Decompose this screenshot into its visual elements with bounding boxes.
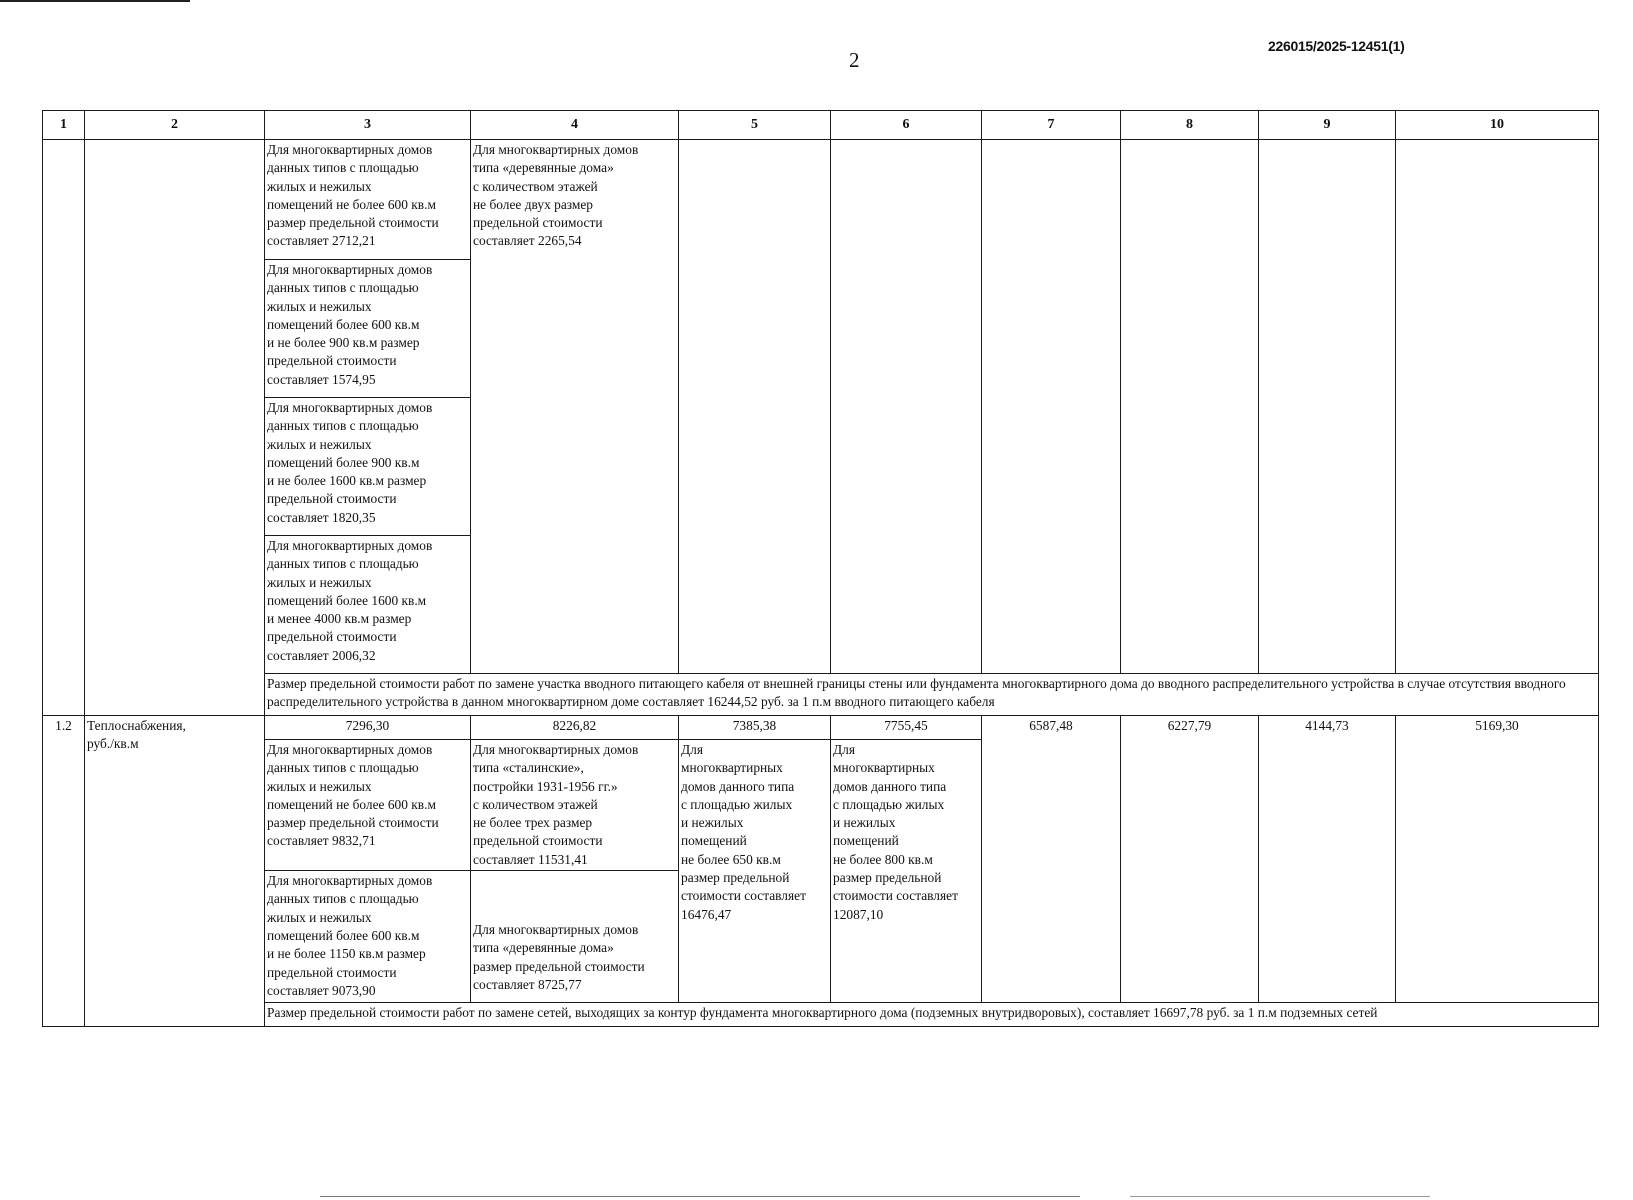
header-cell-1: 1 [43,111,85,140]
value-cell-6: 7755,45 [831,716,982,740]
network-note-cell: Размер предельной стоимости работ по замене сетей, выходящих за контур фундамента многоквартирного дома (подземных внутридворовых), составляет 16697,78 руб. за 1 п.м подземных сетей [265,1003,1599,1027]
header-cell-2: 2 [85,111,265,140]
value-cell-4: 8226,82 [471,716,679,740]
area-tier-cell: Для многоквартирных домов данных типов с площадью жилых и нежилых помещений не более 600 кв.м размер предельной стоимости составляет 2712,21 [265,140,471,260]
table-header-row [43,111,1599,140]
empty-cell-10 [1396,140,1599,674]
top-edge-mark [0,0,190,2]
header-cell-9: 9 [1259,111,1396,140]
empty-cell-7 [982,140,1121,674]
col5-description-cell: Для многоквартирных домов данного типа с площадью жилых и нежилых помещений не более 650 кв.м размер предельной стоимости составляет 16476,47 [679,740,831,1003]
row-name-cell: Теплоснабжения, руб./кв.м [85,716,265,1027]
footer-line [320,1196,1080,1197]
document-id: 226015/2025-12451(1) [1268,38,1405,54]
wooden-house-cell: Для многоквартирных домов типа «деревянные дома» с количеством этажей не более двух размер предельной стоимости составляет 2265,54 [471,140,679,674]
header-cell-5: 5 [679,111,831,140]
header-cell-10: 10 [1396,111,1599,140]
area-tier-cell: Для многоквартирных домов данных типов с площадью жилых и нежилых помещений не более 600 кв.м размер предельной стоимости составляет 9832,71 [265,740,471,871]
header-cell-8: 8 [1121,111,1259,140]
table-row [43,716,1599,740]
value-cell-8: 6227,79 [1121,716,1259,1003]
empty-cell-6 [831,140,982,674]
header-cell-7: 7 [982,111,1121,140]
empty-cell-5 [679,140,831,674]
area-tier-cell: Для многоквартирных домов данных типов с площадью жилых и нежилых помещений более 600 кв.м и не более 900 кв.м размер предельной стоимости составляет 1574,95 [265,260,471,398]
row-number-cell [43,140,85,716]
value-cell-3: 7296,30 [265,716,471,740]
empty-cell-9 [1259,140,1396,674]
row-number-cell: 1.2 [43,716,85,1027]
cable-note-cell: Размер предельной стоимости работ по замене участка вводного питающего кабеля от внешней границы стены или фундамента многоквартирного дома до вводного распределительного устройства в случае отсутствия вводного распределительного устройства в данном многоквартирном доме составляет 16244,52 руб. за 1 п.м вводного питающего кабеля [265,674,1599,716]
table-row [43,1003,1599,1027]
stalin-house-cell: Для многоквартирных домов типа «сталинские», постройки 1931-1956 гг.» с количеством этажей не более трех размер предельной стоимости составляет 11531,41 [471,740,679,871]
header-cell-6: 6 [831,111,982,140]
page-number: 2 [849,48,860,72]
area-tier-cell: Для многоквартирных домов данных типов с площадью жилых и нежилых помещений более 900 кв.м и не более 1600 кв.м размер предельной стоимости составляет 1820,35 [265,398,471,536]
value-cell-9: 4144,73 [1259,716,1396,1003]
value-cell-5: 7385,38 [679,716,831,740]
header-cell-4: 4 [471,111,679,140]
empty-cell-8 [1121,140,1259,674]
table-row [43,674,1599,716]
col6-description-cell: Для многоквартирных домов данного типа с площадью жилых и нежилых помещений не более 800 кв.м размер предельной стоимости составляет 12087,10 [831,740,982,1003]
table-row [43,140,1599,260]
footer-line [1130,1196,1430,1197]
value-cell-10: 5169,30 [1396,716,1599,1003]
area-tier-cell: Для многоквартирных домов данных типов с площадью жилых и нежилых помещений более 600 кв.м и не более 1150 кв.м размер предельной стоимости составляет 9073,90 [265,871,471,1003]
value-cell-7: 6587,48 [982,716,1121,1003]
header-cell-3: 3 [265,111,471,140]
tariff-table [42,110,1599,1027]
row-name-cell [85,140,265,716]
area-tier-cell: Для многоквартирных домов данных типов с площадью жилых и нежилых помещений более 1600 кв.м и менее 4000 кв.м размер предельной стоимости составляет 2006,32 [265,536,471,674]
wooden-house-cell: Для многоквартирных домов типа «деревянные дома» размер предельной стоимости составляет 8725,77 [471,871,679,1003]
